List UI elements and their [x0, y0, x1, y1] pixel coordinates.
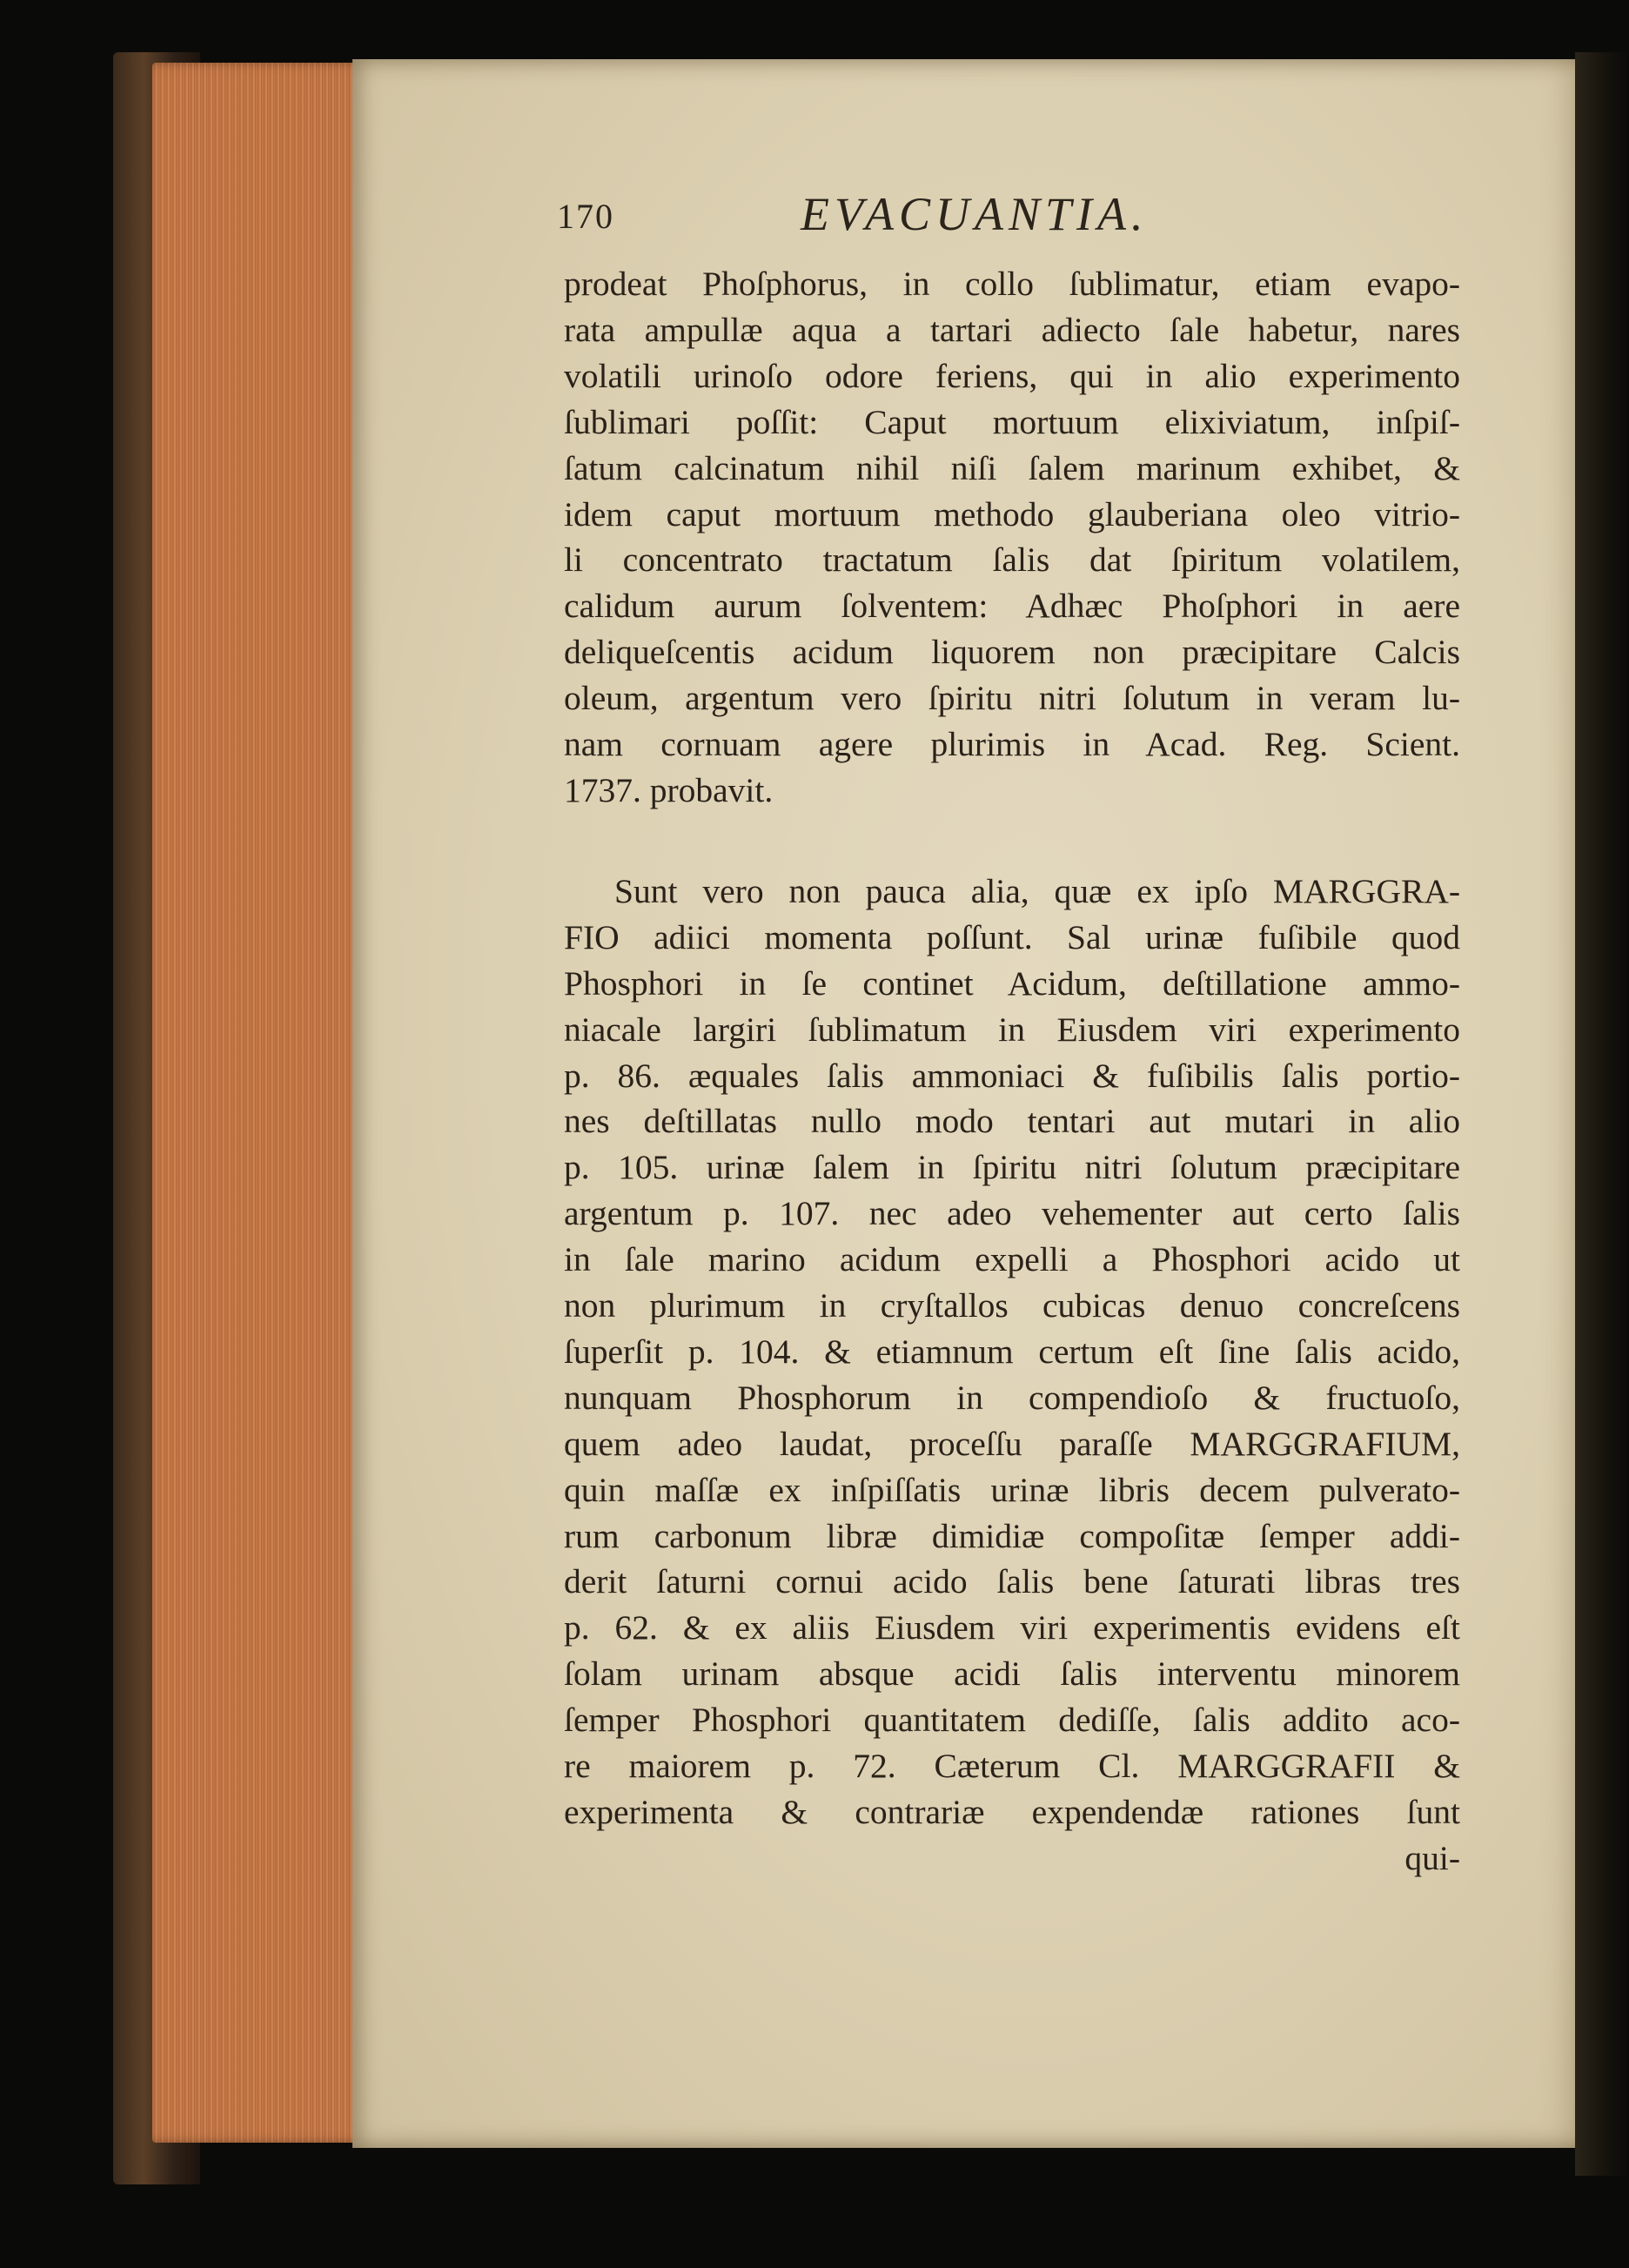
text-line: ſemper Phosphori quantitatem dediſſe, ſalis addito aco- — [564, 1701, 1460, 1740]
running-head: EVACUANTIA. — [801, 188, 1149, 240]
text-line: prodeat Phoſphorus, in collo ſublimatur, etiam evapo- — [564, 265, 1460, 303]
text-line: volatili urinoſo odore feriens, qui in alio experimento — [564, 356, 1460, 395]
text-line: in ſale marino acidum expelli a Phosphori acido ut — [564, 1240, 1460, 1279]
text-line: FIO adiici momenta poſſunt. Sal urinæ fuſibile quod — [564, 917, 1460, 956]
text-line: nunquam Phosphorum in compendioſo & fructuoſo, — [564, 1378, 1460, 1417]
text-line: ſublimari poſſit: Caput mortuum elixiviatum, inſpiſ- — [564, 402, 1460, 441]
text-line: quem adeo laudat, proceſſu paraſſe MARGGRAFIUM, — [564, 1424, 1460, 1463]
text-line: calidum aurum ſolventem: Adhæc Phoſphori in aere — [564, 587, 1460, 626]
text-line: Sunt vero non pauca alia, quæ ex ipſo MARGGRA- — [614, 871, 1460, 910]
text-line: deliqueſcentis acidum liquorem non præcipitare Calcis — [564, 633, 1460, 672]
text-line: nes deſtillatas nullo modo tentari aut mutari in alio — [564, 1102, 1460, 1141]
paragraph-1 — [564, 261, 1460, 814]
text-line: rum carbonum libræ dimidiæ compoſitæ ſemper addi- — [564, 1516, 1460, 1555]
text-line: Phosphori in ſe continet Acidum, deſtillatione ammo- — [564, 963, 1460, 1003]
text-line: p. 62. & ex aliis Eiusdem viri experimentis evidens eſt — [564, 1608, 1460, 1647]
text-line: derit ſaturni cornui acido ſalis bene ſaturati libras tres — [564, 1562, 1460, 1601]
facing-page-gutter — [1575, 52, 1629, 2176]
text-line: non plurimum in cryſtallos cubicas denuo concreſcens — [564, 1286, 1460, 1325]
page-header — [557, 187, 1358, 248]
catchword: qui- — [1404, 1838, 1460, 1877]
text-line: li concentrato tractatum ſalis dat ſpiritum volatilem, — [564, 540, 1460, 580]
text-line: oleum, argentum vero ſpiritu nitri ſolutum in veram lu- — [564, 679, 1460, 718]
text-line: experimenta & contrariæ expendendæ rationes ſunt — [564, 1793, 1460, 1831]
text-line: niacale largiri ſublimatum in Eiusdem viri experimento — [564, 1010, 1460, 1049]
paragraph-2 — [564, 869, 1460, 1835]
text-line: re maiorem p. 72. Cæterum Cl. MARGGRAFII & — [564, 1747, 1460, 1786]
page-number: 170 — [557, 197, 614, 236]
text-line: idem caput mortuum methodo glauberiana oleo vitrio- — [564, 494, 1460, 533]
paragraph-gap — [564, 814, 1460, 869]
text-line: rata ampullæ aqua a tartari adiecto ſale habetur, nares — [564, 310, 1460, 349]
text-line: ſuperſit p. 104. & etiamnum certum eſt ſine ſalis acido, — [564, 1332, 1460, 1371]
page-edges — [152, 63, 365, 2143]
text-line: ſolam urinam absque acidi ſalis interventu minorem — [564, 1654, 1460, 1694]
page-text — [564, 261, 1460, 1882]
text-line: ſatum calcinatum nihil niſi ſalem marinum exhibet, & — [564, 448, 1460, 487]
text-line: p. 105. urinæ ſalem in ſpiritu nitri ſolutum præcipitare — [564, 1148, 1460, 1187]
text-line: argentum p. 107. nec adeo vehementer aut certo ſalis — [564, 1194, 1460, 1233]
text-line: 1737. probavit. — [564, 770, 774, 809]
text-line: nam cornuam agere plurimis in Acad. Reg. Scient. — [564, 725, 1460, 764]
text-line: p. 86. æquales ſalis ammoniaci & fuſibilis ſalis portio- — [564, 1056, 1460, 1095]
text-line: quin maſſæ ex inſpiſſatis urinæ libris decem pulverato- — [564, 1470, 1460, 1509]
